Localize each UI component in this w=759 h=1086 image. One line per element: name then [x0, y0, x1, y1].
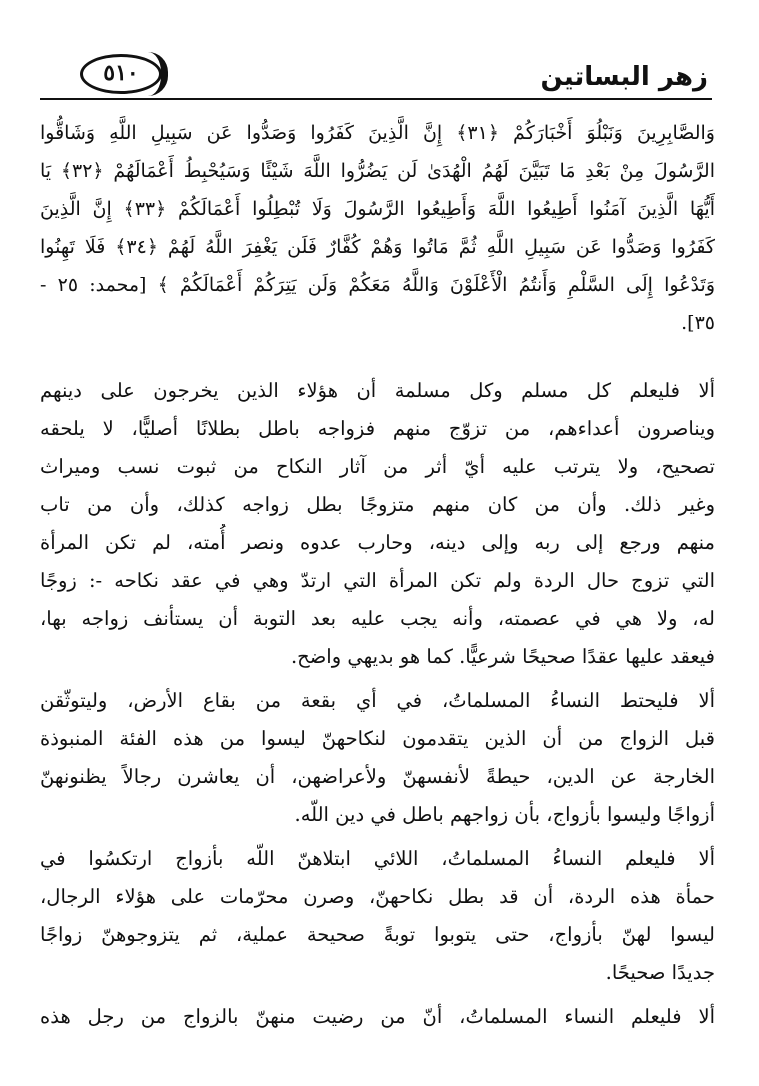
quran-line: كَفَرُوا وَصَدُّوا عَن سَبِيلِ اللَّهِ ثُمَّ مَاتُوا وَهُمْ كُفَّارٌ فَلَن يَغْفِرَ اللَّهُ لَهُمْ ﴿٣٤﴾ فَلَا تَهِنُوا [40, 236, 715, 258]
text-line: فيعقد عليها عقدًا صحيحًا شرعيًّا. كما هو بديهي واضح. [290, 645, 715, 668]
text-line: ألا فليعلم النساء المسلماتُ، أنّ من رضيت منهنّ بالزواج من رجل هذه [40, 1005, 715, 1028]
paragraph [40, 840, 715, 992]
body-text [40, 372, 715, 1036]
text-line: له، ولا هي في عصمته، وأنه يجب عليه بعد التوبة أن يستأنف زواجه بها، [40, 607, 715, 630]
quran-line: الرَّسُولَ مِنْ بَعْدِ مَا تَبَيَّنَ لَهُمُ الْهُدَىٰ لَن يَضُرُّوا اللَّهَ شَيْئًا وَسَيُحْبِطُ أَعْمَالَهُمْ ﴿٣٢﴾ يَا [40, 160, 715, 182]
text-line: جديدًا صحيحًا. [605, 961, 715, 984]
quran-verses [40, 114, 715, 342]
quran-citation-end: ٣٥]. [681, 312, 715, 334]
text-line: قبل الزواج من أن الذين يتقدمون لنكاحهنّ ليسوا من هذه الفئة المنبوذة [40, 727, 715, 750]
text-line: وغير ذلك. وأن من كان منهم متزوجًا بطل زواجه كذلك، وأن من تاب [40, 493, 715, 516]
text-line: أزواجًا وليسوا بأزواج، بأن زواجهم باطل في دين اللّه. [294, 803, 715, 826]
text-line: التي تزوج حال الردة ولم تكن المرأة التي ارتدّ وهي في عقد نكاحه -: زوجًا [40, 569, 715, 592]
page-header [40, 48, 712, 102]
quran-line: وَتَدْعُوا إِلَى السَّلْمِ وَأَنتُمُ الْأَعْلَوْنَ وَاللَّهُ مَعَكُمْ وَلَن يَتِرَكُمْ أَعْمَالَكُمْ ﴾ [محمد: ٢٥ - [40, 274, 715, 296]
running-title: زهر البساتين [540, 62, 708, 92]
text-line: الخارجة عن الدين، حيطةً لأنفسهنّ ولأعراضهن، أن يعاشرن رجالاً يظنونهنّ [40, 765, 715, 788]
quran-line: أَيُّهَا الَّذِينَ آمَنُوا أَطِيعُوا اللَّهَ وَأَطِيعُوا الرَّسُولَ وَلَا تُبْطِلُوا أَعْمَالَكُمْ ﴿٣٣﴾ إِنَّ الَّذِينَ [40, 198, 715, 220]
text-line: ليسوا لهنّ بأزواج، حتى يتوبوا توبةً صحيحة عملية، ثم يتزوجوهنّ زواجًا [40, 923, 715, 946]
page-number: ٥١٠ [103, 60, 139, 86]
text-line: ألا فليعلم النساءُ المسلماتُ، اللائي ابتلاهنّ اللّه بأزواج ارتكسُوا في [40, 847, 715, 870]
paragraph [40, 998, 715, 1036]
paragraph [40, 372, 715, 676]
header-rule [40, 98, 712, 100]
text-line: ألا فليحتط النساءُ المسلماتُ، في أي بقعة من بقاع الأرض، وليتوثّقن [40, 689, 715, 712]
paragraph [40, 682, 715, 834]
quran-line: وَالصَّابِرِينَ وَنَبْلُوَ أَخْبَارَكُمْ ﴿٣١﴾ إِنَّ الَّذِينَ كَفَرُوا وَصَدُّوا عَن سَبِيلِ اللَّهِ وَشَاقُّوا [40, 122, 715, 144]
text-line: ويناصرون أعداءهم، من تزوّج منهم فزواجه باطل بطلانًا أصليًّا، لا يلحقه [40, 417, 715, 440]
text-line: تصحيح، ولا يترتب عليه أيّ أثر من آثار النكاح من ثبوت نسب وميراث [40, 455, 715, 478]
text-line: منهم ورجع إلى ربه وإلى دينه، وحارب عدوه ونصر أُمته، لم تكن المرأة [40, 531, 715, 554]
text-line: ألا فليعلم كل مسلم وكل مسلمة أن هؤلاء الذين يخرجون على دينهم [40, 379, 715, 402]
text-line: حمأة هذه الردة، أن قد بطل نكاحهنّ، وصرن محرّمات على هؤلاء الرجال، [40, 885, 715, 908]
page-number-ornament [148, 52, 168, 96]
